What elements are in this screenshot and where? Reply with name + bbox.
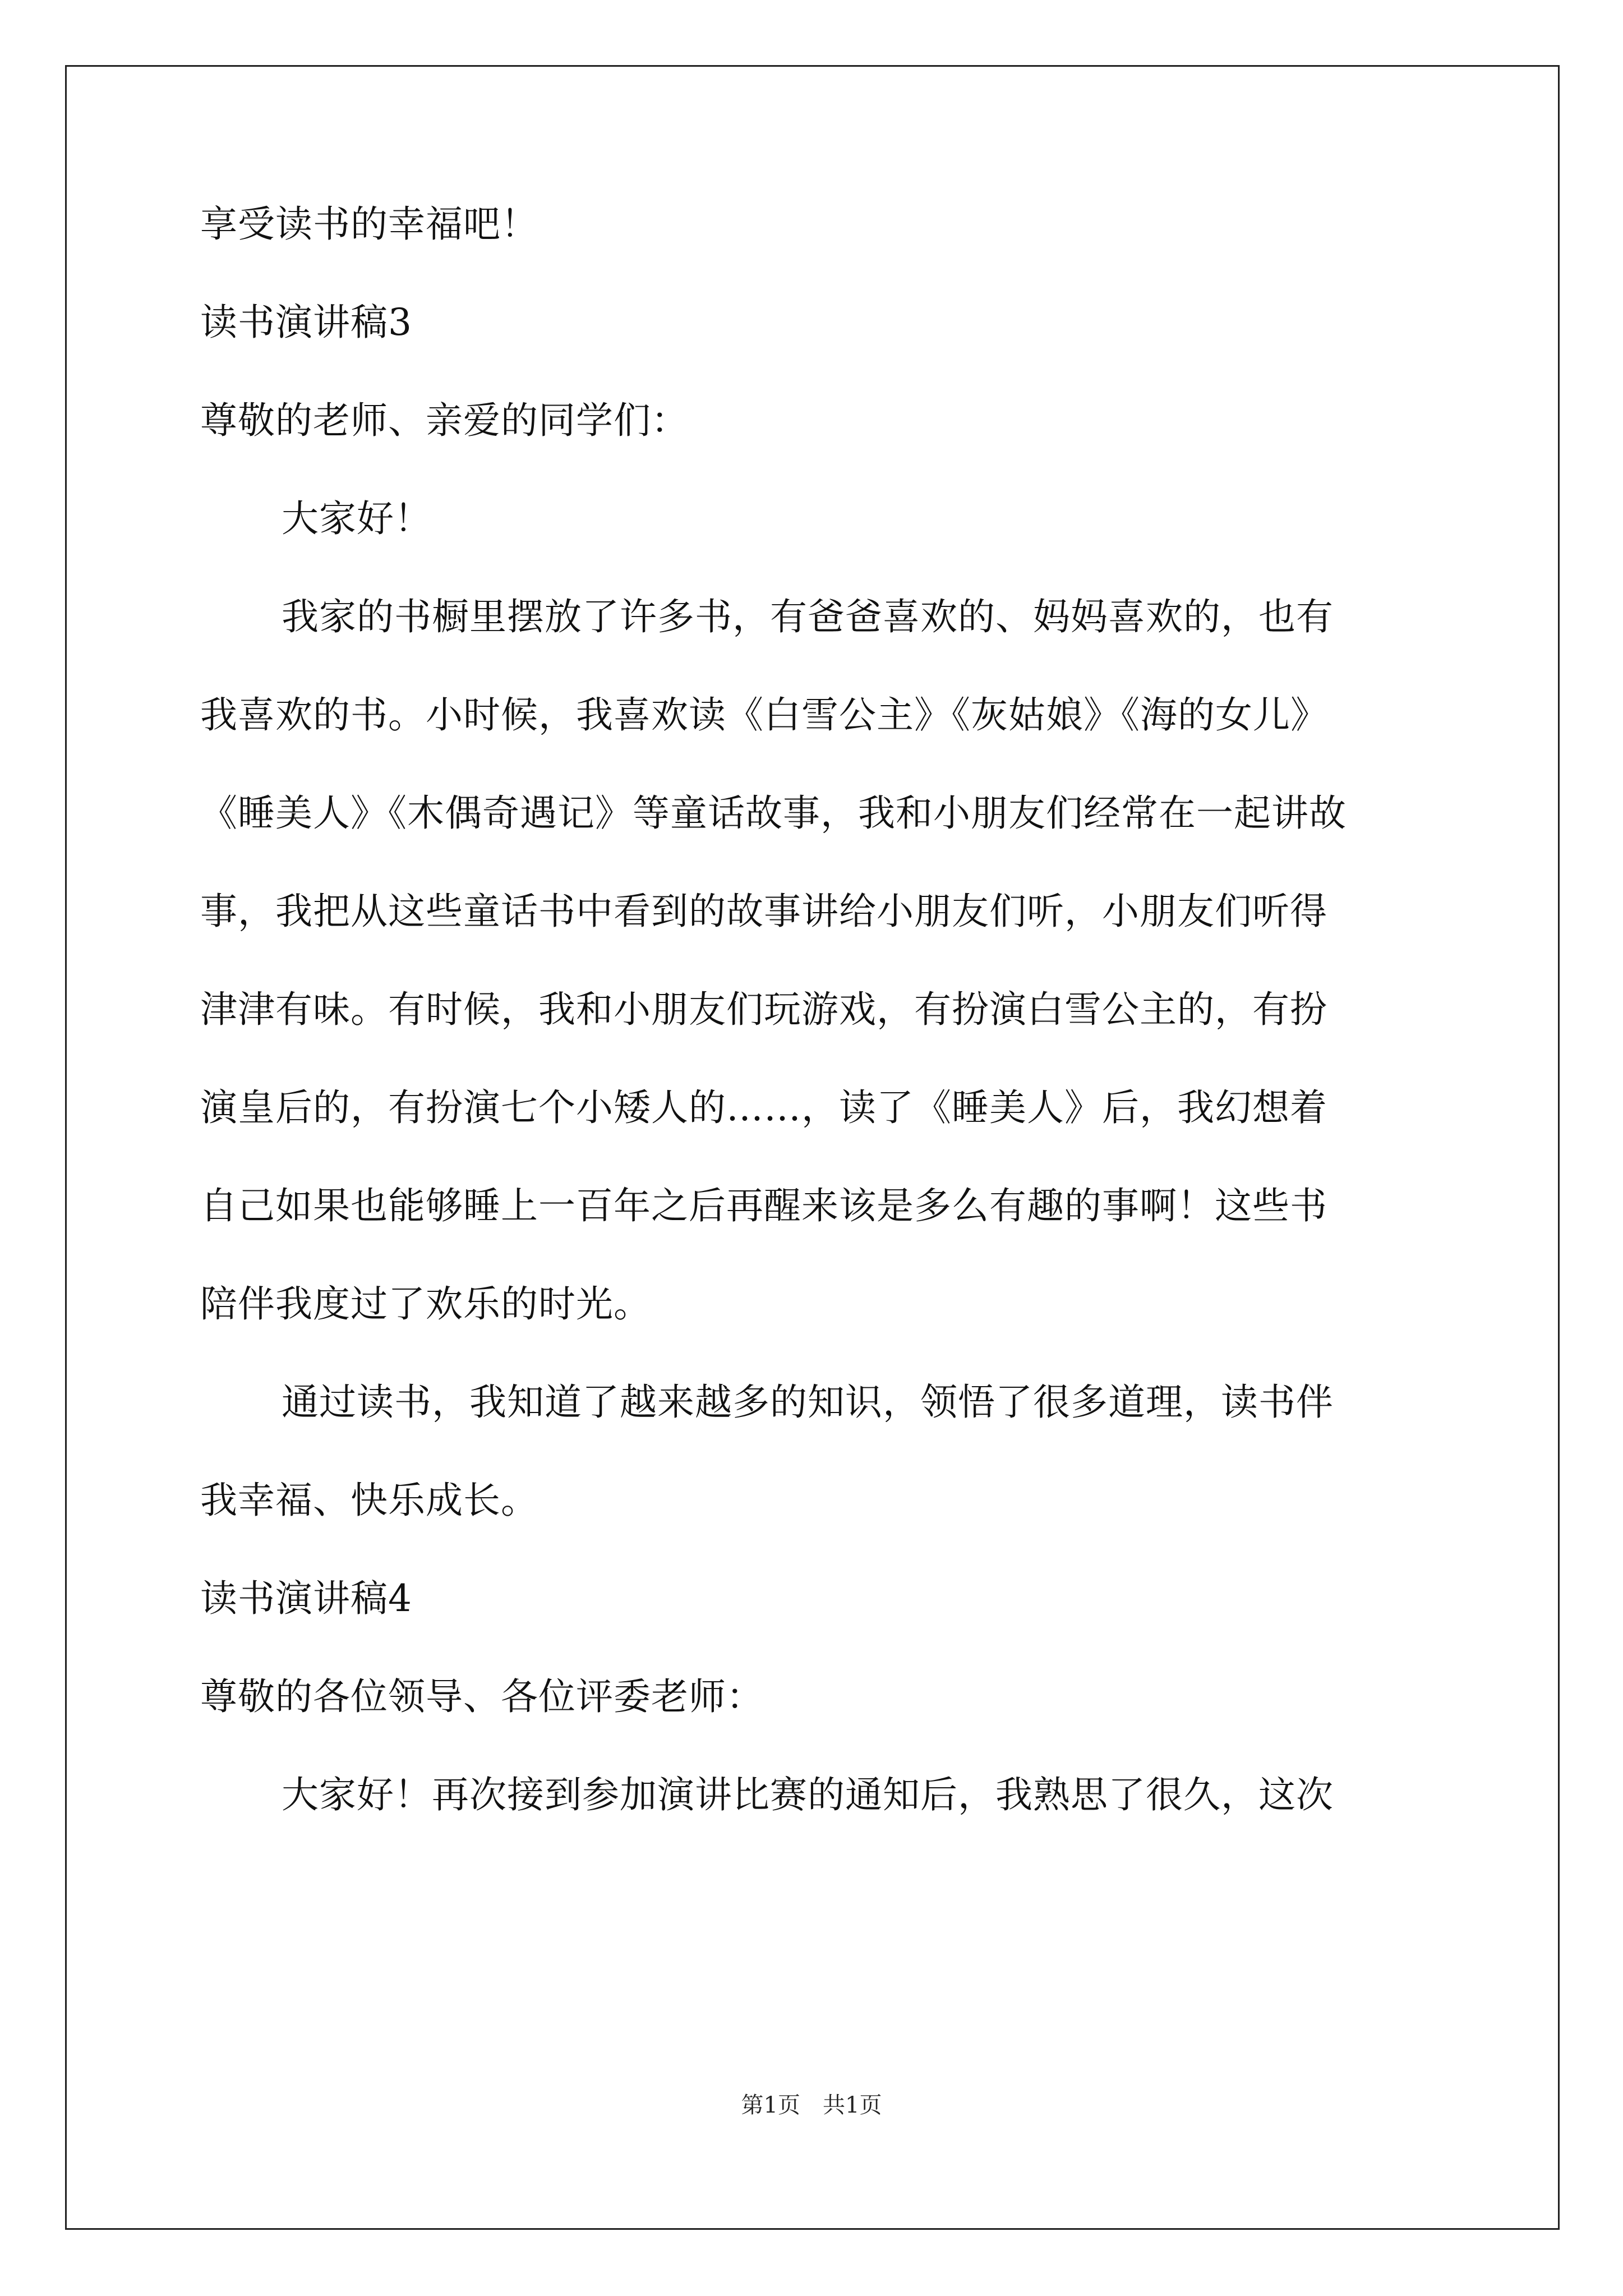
paragraph-line: 事，我把从这些童话书中看到的故事讲给小朋友们听，小朋友们听得 <box>200 890 1327 933</box>
paragraph-line: 享受读书的幸福吧！ <box>200 203 538 246</box>
paragraph-line: 《睡美人》《木偶奇遇记》等童话故事，我和小朋友们经常在一起讲故 <box>200 792 1347 835</box>
paragraph-line: 我家的书橱里摆放了许多书，有爸爸喜欢的、妈妈喜欢的，也有 <box>282 595 1334 638</box>
paragraph-line: 我幸福、快乐成长。 <box>200 1479 538 1522</box>
paragraph-line: 演皇后的，有扮演七个小矮人的……，读了《睡美人》后，我幻想着 <box>200 1086 1327 1129</box>
section-heading: 读书演讲稿4 <box>200 1577 412 1620</box>
greeting: 大家好！ <box>282 497 432 540</box>
paragraph-line: 我喜欢的书。小时候，我喜欢读《白雪公主》《灰姑娘》《海的女儿》 <box>200 693 1328 737</box>
salutation: 尊敬的老师、亲爱的同学们： <box>200 399 689 442</box>
paragraph-line: 大家好！再次接到参加演讲比赛的通知后，我熟思了很久，这次 <box>282 1773 1334 1816</box>
page-border <box>65 65 1560 2230</box>
page-number-footer: 第1页 共1页 <box>741 2092 882 2118</box>
paragraph-line: 通过读书，我知道了越来越多的知识，领悟了很多道理，读书伴 <box>282 1381 1334 1424</box>
paragraph-line: 陪伴我度过了欢乐的时光。 <box>200 1282 651 1326</box>
paragraph-line: 津津有味。有时候，我和小朋友们玩游戏，有扮演白雪公主的，有扮 <box>200 988 1327 1031</box>
section-heading: 读书演讲稿3 <box>200 301 412 344</box>
paragraph-line: 自己如果也能够睡上一百年之后再醒来该是多么有趣的事啊！这些书 <box>200 1184 1327 1227</box>
salutation: 尊敬的各位领导、各位评委老师： <box>200 1675 764 1718</box>
